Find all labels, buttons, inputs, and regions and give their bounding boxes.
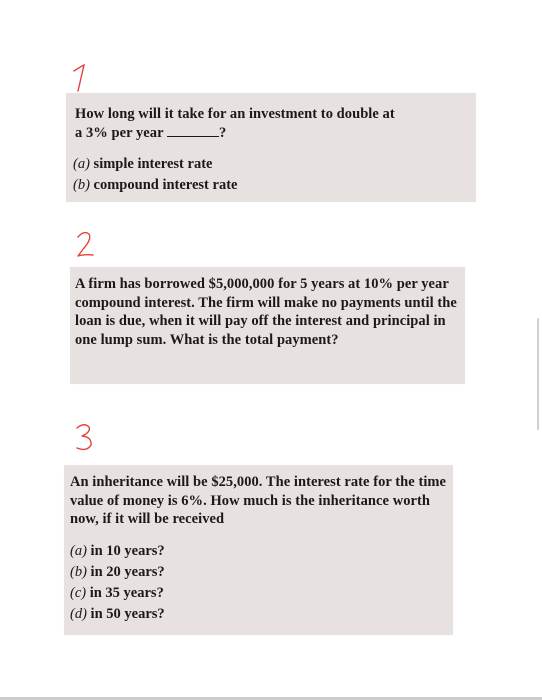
problem-3-card: [64, 465, 453, 635]
option-a: (a) in 10 years?: [70, 543, 165, 559]
problem-1-card: [66, 93, 476, 202]
option-d: (d) in 50 years?: [70, 606, 165, 622]
option-a: (a) simple interest rate: [73, 156, 213, 172]
problem-1-question-line1: How long will it take for an investment to double at: [75, 106, 395, 122]
problem-2-card: [70, 267, 465, 384]
problem-3-options: [70, 541, 165, 625]
scroll-indicator[interactable]: [537, 318, 539, 430]
problem-1-question: [75, 105, 470, 142]
handwritten-number-3: [70, 420, 100, 454]
problem-2-question: A firm has borrowed $5,000,000 for 5 years at 10% per year compound interest. The firm will make no payments until the loan is due, when it will pay off the interest and principal in one lump sum. What is the total payment?: [75, 276, 457, 348]
answer-blank: [167, 124, 219, 137]
option-b: (b) in 20 years?: [70, 564, 165, 580]
option-b: (b) compound interest rate: [73, 177, 238, 193]
handwritten-number-1: [66, 61, 96, 95]
problem-1-options: [73, 154, 237, 196]
option-c: (c) in 35 years?: [70, 585, 164, 601]
problem-1-question-mark: ?: [218, 124, 227, 141]
problem-3-question: An inheritance will be $25,000. The interest rate for the time value of money is 6%. How much is the inheritance worth now, if it will be received: [70, 474, 447, 527]
problem-1-question-line2: a 3% per year: [75, 124, 167, 141]
handwritten-number-2: [72, 228, 102, 262]
